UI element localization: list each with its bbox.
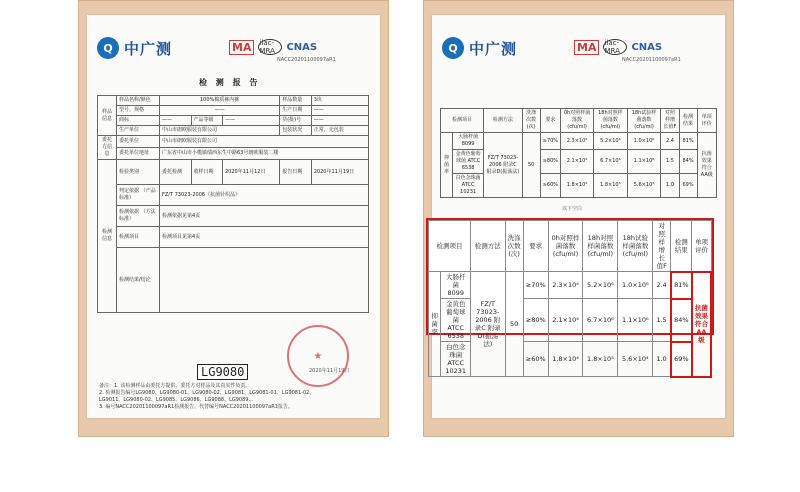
count-t18: 5.6×10⁴: [618, 342, 653, 377]
th-c0: 0h对照样菌落数(cfu/ml): [548, 221, 583, 272]
cma-mark: MA: [574, 40, 599, 55]
label-report-date: 报告日期: [280, 160, 312, 185]
count-c18: 6.7×10⁶: [594, 150, 628, 174]
brand-q-icon: Q: [442, 37, 464, 59]
label-test-items: 检测项目: [117, 227, 160, 248]
inhibition-rate: 81%: [679, 133, 697, 150]
report-title: 检 测 报 告: [199, 78, 261, 87]
cnas-mark: CNAS: [631, 41, 663, 53]
value-grade: ——: [223, 116, 280, 126]
label-sample-qty: 样品数量: [280, 96, 312, 106]
value-sample-qty: 3块: [311, 96, 368, 106]
test-method: FZ/T 73023-2006 附录C 附录D(振荡法): [484, 133, 523, 198]
brand-logo: [442, 37, 517, 59]
group-test-info: 检测信息: [98, 160, 117, 313]
th-c0: 0h对照样菌落数(cfu/ml): [561, 109, 594, 133]
value-producer: 中山市朗欧服装有限公司: [160, 126, 280, 136]
count-c0: 1.8×10⁴: [561, 174, 594, 198]
brand-name: 中广测: [469, 39, 518, 58]
count-c0: 2.3×10⁴: [548, 272, 583, 299]
growth-f: 1.5: [661, 150, 679, 174]
cnas-mark: CNAS: [286, 41, 318, 53]
certification-marks: [229, 39, 317, 55]
value-packaging: 正常，无包装: [311, 126, 368, 136]
wash-count: 50: [522, 133, 540, 198]
group-label: 抑菌率: [429, 272, 441, 377]
th-verdict: 单项评价: [697, 109, 716, 133]
th-washes: 洗涤次数(次): [505, 221, 523, 272]
bacteria-name: 大肠杆菌 8099: [441, 272, 471, 299]
brand-logo: [97, 37, 172, 59]
result-table-zoom: [428, 220, 712, 378]
th-f: 对照样增长值F: [653, 221, 671, 272]
count-t18: 5.6×10⁴: [627, 174, 661, 198]
nacc-number: NACC20201100097aR1: [622, 57, 681, 63]
count-c18: 6.7×10⁶: [583, 299, 618, 342]
note-line: 2. 检测报告编号LG9080、LG9080-01、LG9080-02、LG9081、LG9081-01、LG9081-02、: [99, 390, 315, 396]
value-prod-date: ——: [311, 106, 368, 116]
value-report-date: 2020年11月19日: [311, 160, 368, 185]
count-c18: 1.8×10⁵: [594, 174, 628, 198]
label-sample-name: 样品名称/颜色: [117, 96, 160, 106]
th-c18: 18h对照样菌落数(cfu/ml): [583, 221, 618, 272]
requirement: ≥60%: [523, 342, 548, 377]
label-model: 型号、规格: [117, 106, 160, 116]
bacteria-name: 大肠杆菌 8099: [453, 133, 484, 150]
cma-mark: MA: [229, 40, 254, 55]
th-result: 检测结果: [671, 221, 692, 272]
count-t18: 1.0×10⁶: [627, 133, 661, 150]
requirement: ≥80%: [540, 150, 560, 174]
requirement: ≥70%: [540, 133, 560, 150]
value-test-type: 委托检测: [160, 160, 192, 185]
brand-name: 中广测: [124, 39, 173, 58]
verdict: 抗菌效果符合AA级: [697, 133, 716, 198]
certification-marks: [574, 39, 662, 55]
requirement: ≥70%: [523, 272, 548, 299]
th-t18: 18h试验样菌落数(cfu/ml): [627, 109, 661, 133]
th-method: 检测方法: [484, 109, 523, 133]
report-notes: [99, 383, 369, 411]
label-client: 委托单位: [117, 136, 160, 148]
th-requirement: 要求: [523, 221, 548, 272]
test-method: FZ/T 73023-2006 附录C 附录D(振荡法): [471, 272, 505, 377]
value-batch: ——: [311, 116, 368, 126]
inhibition-rate: 69%: [679, 174, 697, 198]
growth-f: 2.4: [653, 272, 671, 299]
note-line: 3. 编号NACC20201100097aR1检测报告。代替编号NACC20201100097aR1报告。: [99, 404, 293, 410]
value-result-area: [160, 248, 369, 313]
label-test-basis: 检测依据 （方法标准）: [117, 206, 160, 227]
th-f: 对照样增长值F: [661, 109, 679, 133]
growth-f: 2.4: [661, 133, 679, 150]
note-line: LG9011、LG9080-02、LG9085、LG9086、LG9088、LG9089…: [99, 397, 254, 403]
value-client: 中山市朗欧服装有限公司: [160, 136, 369, 148]
th-washes: 洗涤次数(次): [522, 109, 540, 133]
th-verdict: 单项评价: [692, 221, 711, 272]
th-result: 检测结果: [679, 109, 697, 133]
growth-f: 1.0: [661, 174, 679, 198]
value-sample-name: 100%棉质裤内裤: [160, 96, 280, 106]
count-c18: 5.2×10⁶: [594, 133, 628, 150]
label-prod-date: 生产日期: [280, 106, 312, 116]
inhibition-rate-highlight: 69%: [671, 342, 692, 377]
sample-info-table: [97, 95, 369, 313]
label-judgement-basis: 判定依据 （产品标准）: [117, 185, 160, 206]
requirement: ≥60%: [540, 174, 560, 198]
count-t18: 1.0×10⁶: [618, 272, 653, 299]
th-method: 检测方法: [471, 221, 505, 272]
label-receive-date: 收样日期: [191, 160, 223, 185]
seal-date: 2020年11月19日: [309, 368, 350, 374]
bacteria-name: 白色念珠菌 ATCC 10231: [453, 174, 484, 198]
label-client-address: 委托单位地址: [117, 148, 160, 160]
below-blank-caption: 以下空白: [562, 206, 583, 212]
value-brand: ——: [160, 116, 192, 126]
value-model: ——: [160, 106, 280, 116]
bacteria-name: 白色念珠菌 ATCC 10231: [441, 342, 471, 377]
ilac-mark: ilac-MRA: [603, 39, 627, 55]
label-test-type: 检验类别: [117, 160, 160, 185]
count-c0: 2.1×10⁴: [561, 150, 594, 174]
inhibition-rate: 84%: [679, 150, 697, 174]
count-c18: 5.2×10⁶: [583, 272, 618, 299]
value-test-basis: 检测依据见第4页: [160, 206, 369, 227]
th-item: 检测项目: [429, 221, 471, 272]
wash-count: 50: [505, 272, 523, 377]
zoomed-result-callout: [426, 218, 714, 375]
seal-star-icon: ★: [313, 350, 323, 362]
value-client-address: 广东省中山市小榄镇绩西东生中路63号朗欧服装二楼: [160, 148, 369, 160]
group-label: 抑菌率: [441, 133, 453, 198]
label-batch: 货(批)号: [280, 116, 312, 126]
requirement: ≥80%: [523, 299, 548, 342]
group-sample-info: 样品信息: [98, 96, 117, 136]
th-item: 检测项目: [441, 109, 484, 133]
th-requirement: 要求: [540, 109, 560, 133]
nacc-number: NACC20201100097aR1: [277, 57, 336, 63]
result-table-small: [440, 108, 717, 198]
count-t18: 1.1×10⁶: [627, 150, 661, 174]
value-test-items: 检测项目见第4页: [160, 227, 369, 248]
bacteria-name: 金黄色葡萄球菌 ATCC 6538: [441, 299, 471, 342]
count-c0: 2.1×10⁴: [548, 299, 583, 342]
label-brand: 商标: [117, 116, 160, 126]
th-t18: 18h试验样菌落数(cfu/ml): [618, 221, 653, 272]
count-c18: 1.8×10⁵: [583, 342, 618, 377]
lg-number-box: LG9080: [197, 364, 248, 380]
inhibition-rate-highlight: 84%: [671, 299, 692, 342]
bacteria-name: 金黄色葡萄球菌 ATCC 6538: [453, 150, 484, 174]
count-t18: 1.1×10⁶: [618, 299, 653, 342]
verdict-highlight: 抗菌效果符合AA级: [692, 272, 711, 377]
label-packaging: 包装状况: [280, 126, 312, 136]
growth-f: 1.5: [653, 299, 671, 342]
count-c0: 1.8×10⁴: [548, 342, 583, 377]
ilac-mark: ilac-MRA: [258, 39, 282, 55]
note-line: 备注：1. 该检测样品由委托方提供，委托方对样品及其真实性负责。: [99, 383, 251, 389]
value-judgement-basis: FZ/T 73023-2006《抗菌针织品》: [160, 185, 369, 206]
label-grade: 产品等级: [191, 116, 223, 126]
th-c18: 18h对照样菌落数(cfu/ml): [594, 109, 628, 133]
brand-q-icon: Q: [97, 37, 119, 59]
value-receive-date: 2020年11月12日: [223, 160, 280, 185]
inhibition-rate-highlight: 81%: [671, 272, 692, 299]
group-client-info: 委托方信息: [98, 136, 117, 160]
left-report-page: [87, 15, 380, 418]
label-producer: 生产单位: [117, 126, 160, 136]
label-result: 检测结果/结论: [117, 248, 160, 313]
count-c0: 2.3×10⁴: [561, 133, 594, 150]
growth-f: 1.0: [653, 342, 671, 377]
official-seal: [287, 325, 349, 387]
